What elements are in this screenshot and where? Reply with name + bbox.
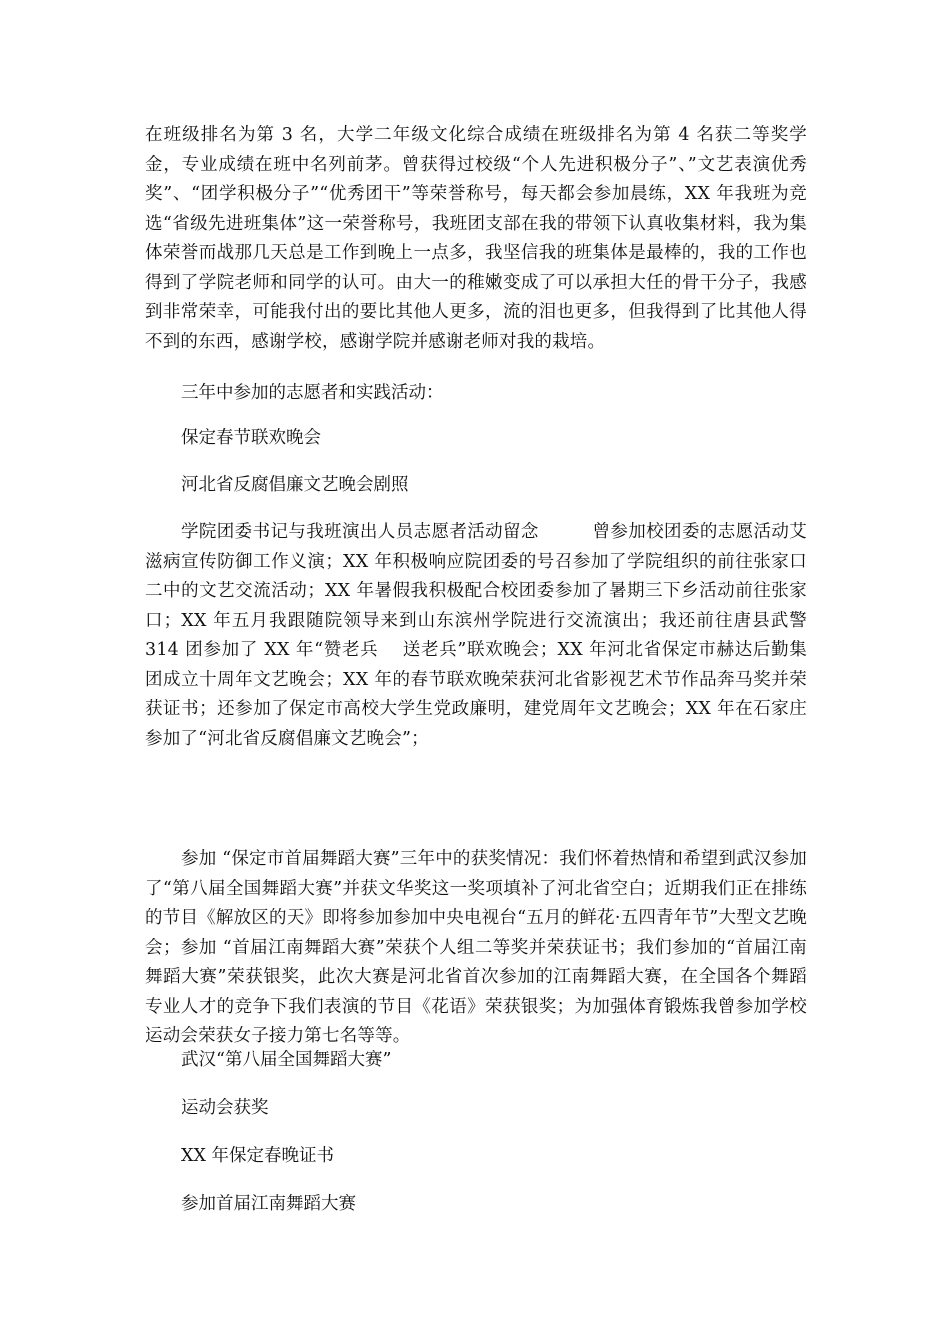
caption-sports-meet-award: 运动会获奖 (181, 1098, 269, 1118)
caption-baoding-gala-certificate: XX 年保定春晚证书 (181, 1146, 334, 1166)
paragraph-awards: 参加 “保定市首届舞蹈大赛”三年中的获奖情况：我们怀着热情和希望到武汉参加了“第八届全国舞蹈大赛”并获文华奖这一奖项填补了河北省空白；近期我们正在排练的节目《解放区的天》即将参加参加中央电视台“五月的鲜花·五四青年节”大型文艺晚会；参加 “首届江南舞蹈大赛”荣获个人组二等奖并荣获证书；我们参加的“首届江南舞蹈大赛”荣获银奖，此次大赛是河北省首次参加的江南舞蹈大赛，在全国各个舞蹈专业人才的竞争下我们表演的节目《花语》荣获银奖；为加强体育锻炼我曾参加学校运动会荣获女子接力第七名等等。 (145, 849, 807, 1046)
caption-national-dance-competition: 武汉“第八届全国舞蹈大赛” (181, 1050, 392, 1070)
heading-volunteer-activities: 三年中参加的志愿者和实践活动： (181, 383, 444, 403)
caption-spring-festival-gala: 保定春节联欢晚会 (181, 428, 321, 448)
caption-anti-corruption-gala: 河北省反腐倡廉文艺晚会剧照 (181, 475, 409, 495)
caption-jiangnan-dance-competition: 参加首届江南舞蹈大赛 (181, 1194, 356, 1214)
paragraph-honors: 在班级排名为第 3 名，大学二年级文化综合成绩在班级排名为第 4 名获二等奖学金，专业成绩在班中名列前茅。曾获得过校级“个人先进积极分子”、”文艺表演优秀奖”、“团学积极分子”“优秀团干”等荣誉称号，每天都会参加晨练，XX 年我班为竞选“省级先进班集体”这一荣誉称号，我班团支部在我的带领下认真收集材料，我为集体荣誉而战那几天总是工作到晚上一点多，我坚信我的班集体是最棒的，我的工作也得到了学院老师和同学的认可。由大一的稚嫩变成了可以承担大任的骨干分子，我感到非常荣幸，可能我付出的要比其他人更多，流的泪也更多，但我得到了比其他人得不到的东西，感谢学校，感谢学院并感谢老师对我的栽培。 (145, 125, 807, 352)
paragraph-volunteer-details: 学院团委书记与我班演出人员志愿者活动留念 曾参加校团委的志愿活动艾滋病宣传防御工作义演；XX 年积极响应院团委的号召参加了学院组织的前往张家口二中的文艺交流活动；XX 年暑假我积极配合校团委参加了暑期三下乡活动前往张家口；XX 年五月我跟随院领导来到山东滨州学院进行交流演出；我还前往唐县武警 314 团参加了 XX 年“赞老兵 送老兵”联欢晚会；XX 年河北省保定市赫达后勤集团成立十周年文艺晚会；XX 年的春节联欢晚荣获河北省影视艺术节作品奔马奖并荣获证书；还参加了保定市高校大学生党政廉明，建党周年文艺晚会；XX 年在石家庄参加了“河北省反腐倡廉文艺晚会”； (145, 522, 807, 749)
